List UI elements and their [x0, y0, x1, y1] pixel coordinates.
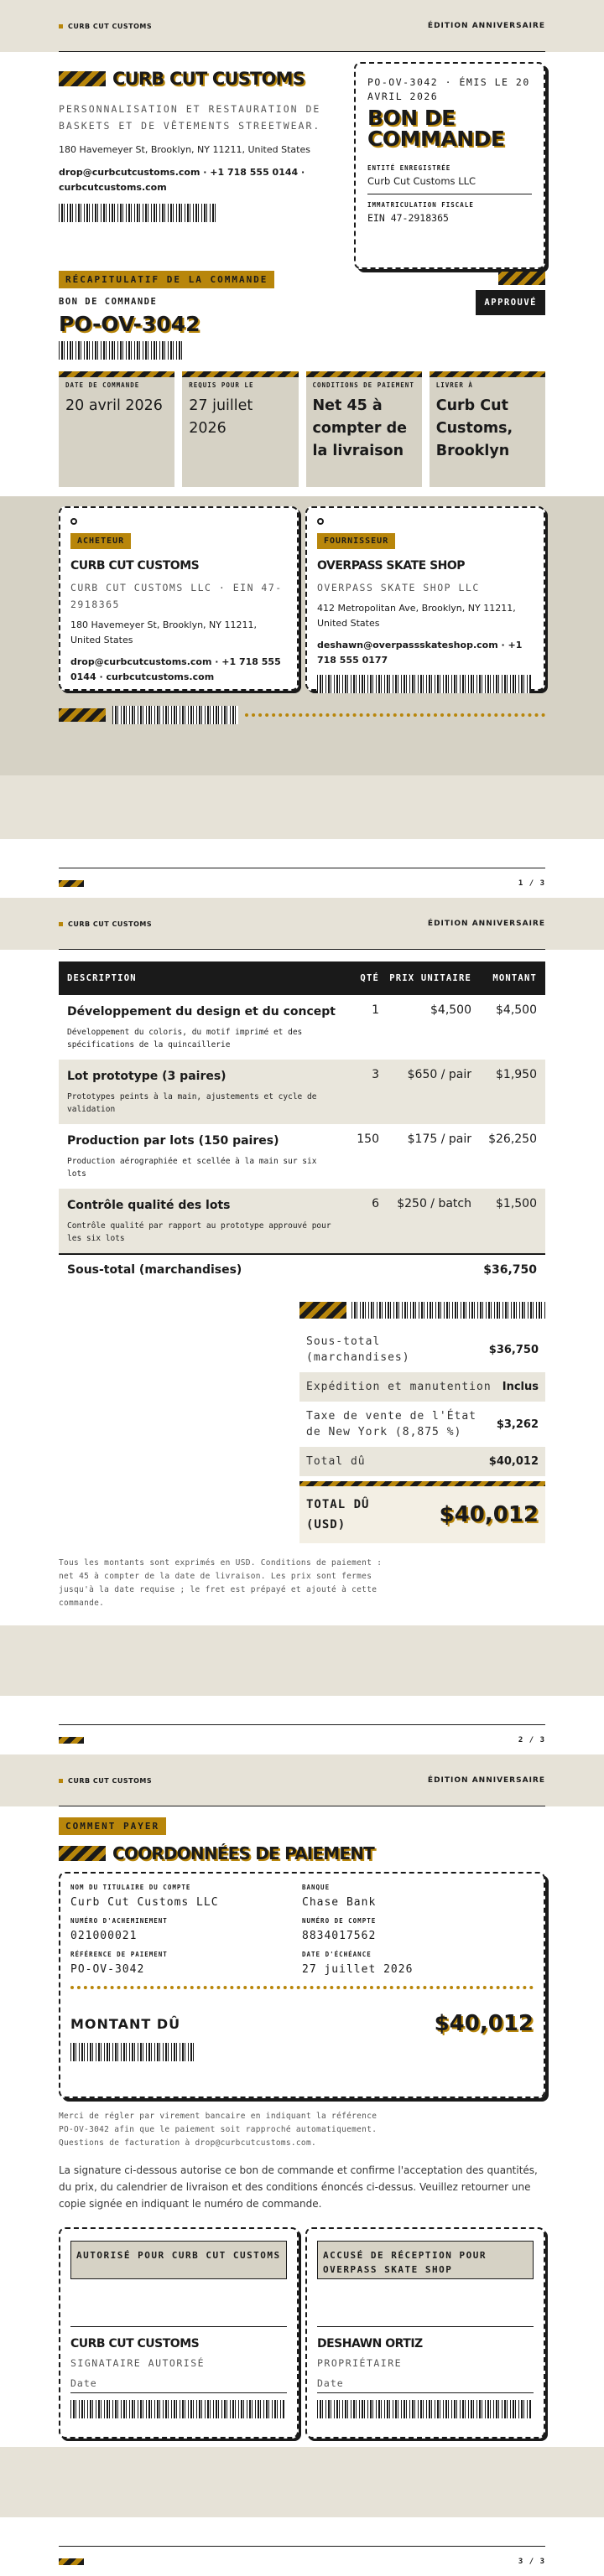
routing-label: NUMÉRO D'ACHEMINEMENT	[70, 1917, 168, 1925]
barcode-icon	[70, 2400, 284, 2418]
card-value: 20 avril 2026	[65, 397, 163, 414]
supplier-tag: FOURNISSEUR	[317, 533, 395, 549]
signature-block-buyer	[59, 2227, 299, 2439]
page-footer	[0, 2517, 604, 2576]
header-amount: MONTANT	[492, 973, 537, 983]
company-contact: drop@curbcutcustoms.com · +1 718 555 0144 · curbcutcustoms.com	[59, 167, 305, 193]
summary-kicker: RÉCAPITULATIF DE LA COMMANDE	[59, 271, 274, 288]
supplier-card	[305, 506, 545, 691]
account-value: 8834017562	[302, 1930, 377, 1942]
item-amount: $1,500	[496, 1197, 537, 1210]
signature-section	[0, 2227, 604, 2447]
item-unit-price: $175 / pair	[407, 1133, 471, 1146]
page-number: 1 / 3	[518, 879, 545, 888]
totals-row	[299, 1447, 545, 1476]
totals-label: Expédition et manutention	[306, 1381, 492, 1393]
payment-title: COORDONNÉES DE PAIEMENT	[112, 1843, 375, 1863]
card-label: LIVRER À	[435, 381, 473, 389]
card-value: Curb Cut Customs, Brooklyn	[435, 397, 513, 459]
running-brand: CURB CUT CUSTOMS	[68, 1776, 153, 1785]
holder-value: Curb Cut Customs LLC	[70, 1896, 219, 1909]
item-detail: Prototypes peints à la main, ajustements et cycle de validation	[67, 1092, 317, 1114]
card-payment-terms	[306, 371, 422, 487]
company-name: CURB CUT CUSTOMS	[112, 69, 305, 89]
header-unit-price: PRIX UNITAIRE	[389, 973, 471, 983]
order-summary	[0, 270, 604, 496]
line-items-table	[59, 950, 545, 1285]
po-label: BON DE COMMANDE	[59, 297, 158, 307]
supplier-contact: deshawn@overpassskateshop.com · +1 718 555 0177	[317, 640, 523, 666]
signer-name: DESHAWN ORTIZ	[317, 2337, 423, 2351]
table-row	[59, 995, 545, 1060]
item-qty: 150	[357, 1133, 379, 1146]
hazard-stripe-icon	[59, 880, 84, 887]
card-value: Net 45 à compter de la livraison	[312, 397, 408, 459]
hazard-stripe-icon	[59, 2558, 84, 2565]
signer-name: CURB CUT CUSTOMS	[70, 2337, 200, 2351]
item-unit-price: $650 / pair	[407, 1068, 471, 1081]
page-2	[0, 898, 604, 1754]
brand-dot-icon	[59, 24, 63, 29]
table-row	[59, 1189, 545, 1253]
totals-value: $40,012	[488, 1455, 539, 1468]
entity-label: ENTITÉ ENREGISTRÉE	[367, 164, 451, 172]
ref-value: PO-OV-3042	[70, 1963, 145, 1976]
po-issue-line: PO-OV-3042 · ÉMIS LE 20 AVRIL 2026	[367, 76, 530, 102]
barcode-icon	[351, 1302, 545, 1319]
item-qty: 3	[372, 1068, 379, 1081]
running-edition: ÉDITION ANNIVERSAIRE	[427, 920, 545, 928]
barcode-icon	[317, 675, 531, 693]
running-brand: CURB CUT CUSTOMS	[68, 22, 153, 30]
page-1	[0, 0, 604, 898]
grand-total-value: $40,012	[439, 1502, 539, 1527]
po-stamp	[354, 62, 545, 269]
status-badge: APPROUVÉ	[476, 290, 545, 315]
card-label: CONDITIONS DE PAIEMENT	[312, 381, 414, 389]
barcode-icon	[317, 2400, 531, 2418]
barcode-icon	[112, 706, 238, 724]
signature-line[interactable]	[70, 2326, 287, 2327]
supplier-address: 412 Metropolitan Ave, Brooklyn, NY 11211, United States	[317, 603, 516, 629]
payment-note: Merci de régler par virement bancaire en indiquant la référence PO-OV-3042 afin que le paiement soit rapproché automatiquement. Questions de facturation à drop@curbcutcustoms.com.	[59, 2112, 378, 2148]
hazard-stripe-icon	[498, 272, 545, 285]
item-detail: Contrôle qualité par rapport au prototype approuvé pour les six lots	[67, 1221, 331, 1243]
page-number: 2 / 3	[518, 1736, 545, 1744]
item-unit-price: $250 / batch	[397, 1197, 471, 1210]
totals-note: Tous les montants sont exprimés en USD. Conditions de paiement : net 45 à compter de la date de livraison. Les prix sont fermes jusqu'à la date requise ; le fret est prépayé et ajouté à cette commande.	[59, 1558, 383, 1608]
barcode-icon	[59, 204, 218, 222]
due-date-value: 27 juillet 2026	[302, 1963, 414, 1976]
card-required-date	[182, 371, 298, 487]
authorization-paragraph: La signature ci-dessous autorise ce bon de commande et confirme l'acceptation des quantités, du prix, du calendrier de livraison et des conditions énoncés ci-dessus. Veuillez retourner une copie signée en indiquant le numéro de commande.	[59, 2164, 538, 2210]
card-order-date	[59, 371, 174, 487]
subtotal-label: Sous-total (marchandises)	[67, 1263, 242, 1277]
running-brand: CURB CUT CUSTOMS	[68, 920, 153, 928]
supplier-sub: OVERPASS SKATE SHOP LLC	[317, 582, 480, 593]
running-header	[0, 0, 604, 52]
hazard-stripe-icon	[59, 708, 106, 722]
company-address: 180 Havemeyer St, Brooklyn, NY 11211, United States	[59, 144, 310, 155]
due-date-label: DATE D'ÉCHÉANCE	[302, 1951, 372, 1958]
page-footer	[0, 1696, 604, 1754]
dotted-divider	[70, 1986, 534, 1989]
table-row	[59, 1060, 545, 1124]
item-amount: $4,500	[496, 1003, 537, 1017]
dotted-divider	[245, 713, 545, 717]
pin-icon	[70, 518, 77, 525]
buyer-card	[59, 506, 299, 691]
running-header	[0, 1754, 604, 1806]
table-subtotal-row	[59, 1253, 545, 1285]
card-label: DATE DE COMMANDE	[65, 381, 140, 389]
hazard-stripe-icon	[299, 1302, 346, 1319]
card-ship-to	[430, 371, 545, 487]
barcode-icon	[59, 341, 185, 360]
totals-row	[299, 1372, 545, 1402]
signature-block-supplier	[305, 2227, 545, 2439]
brand-dot-icon	[59, 922, 63, 926]
summary-cards	[59, 371, 545, 487]
running-edition: ÉDITION ANNIVERSAIRE	[427, 1776, 545, 1785]
item-qty: 6	[372, 1197, 379, 1210]
card-value: 27 juillet 2026	[189, 397, 253, 437]
routing-value: 021000021	[70, 1930, 138, 1942]
running-edition: ÉDITION ANNIVERSAIRE	[427, 22, 545, 30]
company-tagline: PERSONNALISATION ET RESTAURATION DE BASKETS ET DE VÊTEMENTS STREETWEAR.	[59, 103, 321, 132]
signer-role: PROPRIÉTAIRE	[317, 2357, 403, 2369]
page-footer	[0, 839, 604, 898]
grand-total-label: TOTAL DÛ (USD)	[306, 1498, 370, 1532]
pin-icon	[317, 518, 324, 525]
buyer-tag: ACHETEUR	[70, 533, 131, 549]
grand-total	[299, 1481, 545, 1543]
table-row	[59, 1124, 545, 1189]
totals-row	[299, 1402, 545, 1447]
page-number: 3 / 3	[518, 2558, 545, 2566]
signature-line[interactable]	[317, 2326, 534, 2327]
buyer-sub: CURB CUT CUSTOMS LLC · EIN 47-2918365	[70, 582, 283, 610]
table-header	[59, 961, 545, 995]
signature-caption: AUTORISÉ POUR CURB CUT CUSTOMS	[70, 2241, 287, 2279]
amount-due-value: $40,012	[434, 2011, 534, 2036]
item-detail: Production aérographiée et scellée à la main sur six lots	[67, 1157, 317, 1179]
totals-panel	[299, 1302, 545, 1543]
totals-value: Inclus	[502, 1381, 539, 1393]
card-label: REQUIS POUR LE	[189, 381, 254, 389]
supplier-name: OVERPASS SKATE SHOP	[317, 559, 466, 573]
hazard-stripe-icon	[59, 71, 106, 86]
payment-details-box	[59, 1872, 545, 2098]
buyer-contact: drop@curbcutcustoms.com · +1 718 555 0144 · curbcutcustoms.com	[70, 656, 281, 682]
hazard-stripe-icon	[59, 1846, 106, 1861]
po-number: PO-OV-3042	[59, 312, 200, 336]
ref-label: RÉFÉRENCE DE PAIEMENT	[70, 1951, 168, 1958]
tax-value: EIN 47-2918365	[367, 212, 449, 224]
entity-value: Curb Cut Customs LLC	[367, 175, 476, 187]
tax-label: IMMATRICULATION FISCALE	[367, 201, 474, 209]
item-unit-price: $4,500	[430, 1003, 471, 1017]
header-description: DESCRIPTION	[67, 973, 137, 983]
header-qty: QTÉ	[360, 973, 379, 983]
item-amount: $1,950	[496, 1068, 537, 1081]
signature-date-field[interactable]: Date	[70, 2377, 287, 2393]
totals-label: Total dû	[306, 1455, 366, 1468]
totals-label: Sous-total (marchandises)	[306, 1335, 410, 1364]
item-description: Production par lots (150 paires)	[67, 1134, 279, 1148]
item-description: Lot prototype (3 paires)	[67, 1070, 226, 1083]
page-3	[0, 1754, 604, 2576]
totals-label: Taxe de vente de l'État de New York (8,875 %)	[306, 1410, 477, 1438]
amount-due-label: MONTANT DÛ	[70, 2015, 181, 2032]
totals-value: $36,750	[488, 1343, 539, 1356]
hazard-stripe-icon	[59, 1737, 84, 1744]
buyer-name: CURB CUT CUSTOMS	[70, 559, 200, 573]
holder-label: NOM DU TITULAIRE DU COMPTE	[70, 1884, 191, 1891]
bank-value: Chase Bank	[302, 1896, 377, 1909]
signature-date-field[interactable]: Date	[317, 2377, 534, 2393]
bank-label: BANQUE	[302, 1884, 331, 1891]
subtotal-value: $36,750	[483, 1263, 537, 1277]
account-label: NUMÉRO DE COMPTE	[302, 1917, 377, 1925]
item-qty: 1	[372, 1003, 379, 1017]
totals-row	[299, 1327, 545, 1372]
parties-section	[0, 496, 604, 775]
item-detail: Développement du coloris, du motif imprimé et des spécifications de la quincaillerie	[67, 1028, 303, 1050]
brand-dot-icon	[59, 1779, 63, 1783]
barcode-icon	[70, 2043, 196, 2061]
signer-role: SIGNATAIRE AUTORISÉ	[70, 2357, 206, 2369]
buyer-address: 180 Havemeyer St, Brooklyn, NY 11211, United States	[70, 619, 257, 645]
item-description: Développement du design et du concept	[67, 1005, 336, 1018]
signature-caption: ACCUSÉ DE RÉCEPTION POUR OVERPASS SKATE SHOP	[317, 2241, 534, 2279]
amount-due	[70, 2011, 534, 2036]
item-description: Contrôle qualité des lots	[67, 1199, 231, 1212]
running-header	[0, 898, 604, 950]
totals-value: $3,262	[496, 1418, 539, 1431]
payment-kicker: COMMENT PAYER	[59, 1817, 166, 1835]
company-header	[0, 52, 604, 270]
po-title: BON DE COMMANDE	[367, 106, 505, 151]
item-amount: $26,250	[488, 1133, 537, 1146]
